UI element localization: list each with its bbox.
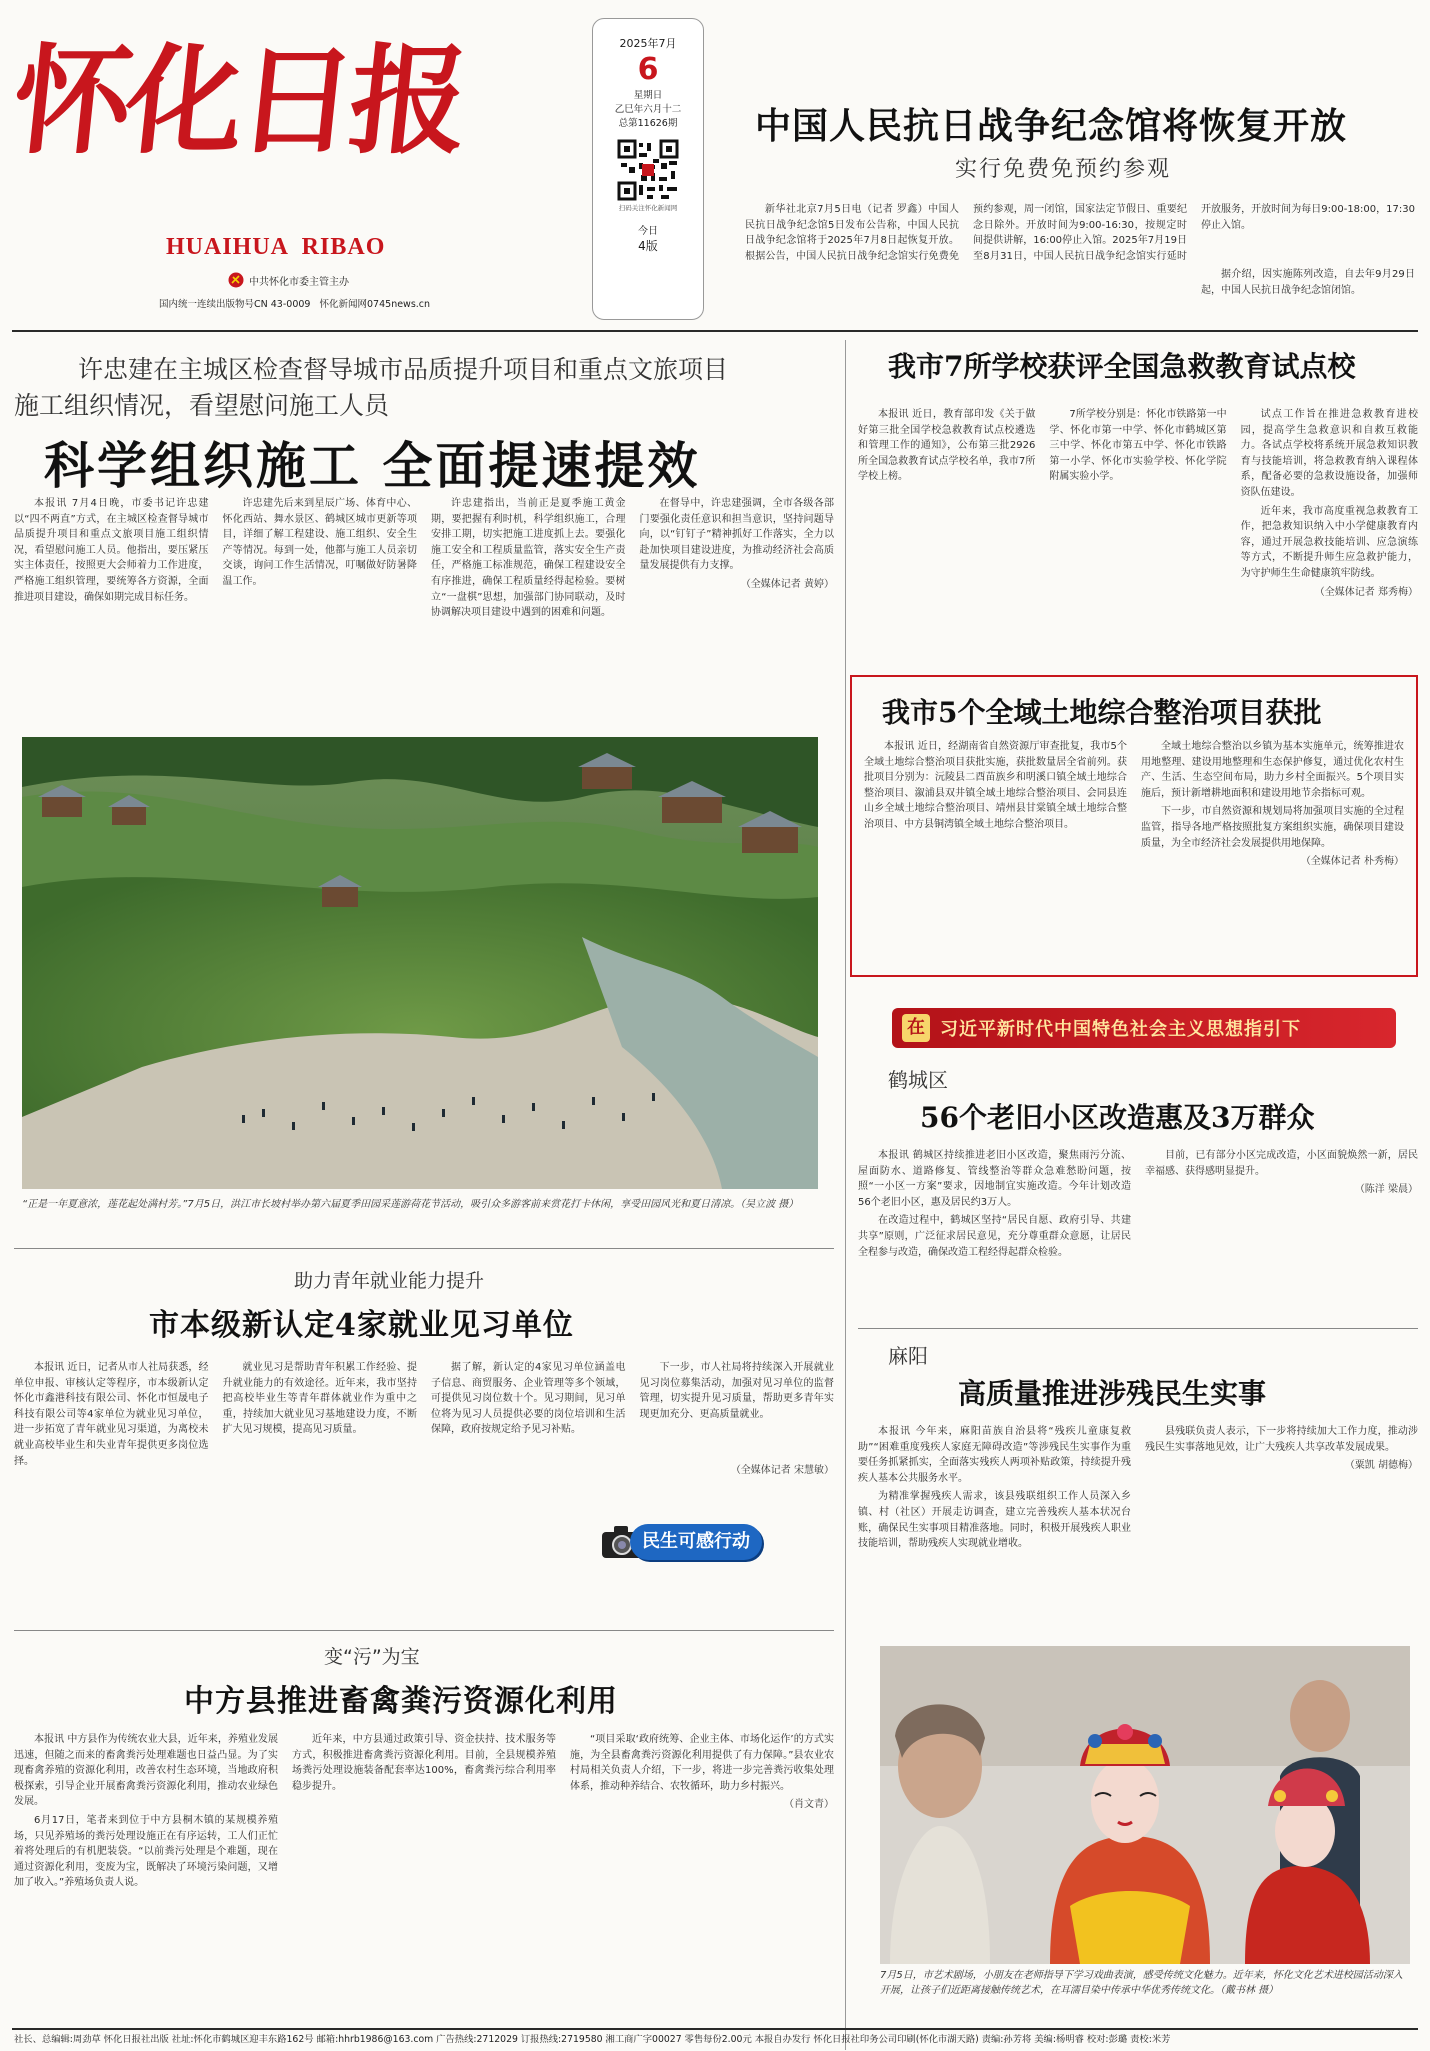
livestock-headline[interactable]: 中方县推进畜禽粪污资源化利用 (184, 1684, 618, 1719)
byline: （陈洋 梁晨） (1354, 1184, 1418, 1196)
column-divider (845, 340, 846, 2050)
paragraph: 7所学校分别是：怀化市铁路第一中学、怀化市第一中学、怀化市鹤城区第三中学、怀化市第五中学、怀化市铁路第一小学、怀化市实验学校、怀化学院附属实验小学。 (1049, 409, 1227, 483)
hecheng-section: 鹤城区 (888, 1068, 948, 1092)
footer-imprint: 社长、总编辑:周劲草 怀化日报社出版 社址:怀化市鹤城区迎丰东路162号 邮箱:hhrb1986@163.com 广告热线:2712029 订报热线:2719580 湘工商广字00027 零售每份2.00元 本报自办发行 怀化日报社印务公司印刷(怀化市湖天路) 责编:孙芳将 美编:杨明睿 校对:彭璐 责校:米芳 (14, 2034, 1171, 2045)
paragraph: 下一步，市人社局将持续深入开展就业见习岗位募集活动，加强对见习单位的监督管理，切实提升见习质量，帮助更多青年实现更加充分、更高质量就业。 (639, 1362, 834, 1420)
schools-headline[interactable]: 我市7所学校获评全国急救教育试点校 (888, 350, 1356, 383)
section-rule (14, 1630, 834, 1631)
construction-headline[interactable]: 科学组织施工 全面提速提效 (44, 436, 701, 495)
hecheng-body (858, 1148, 1418, 1326)
banner-seal: 在 (902, 1014, 930, 1042)
construction-body (14, 496, 834, 672)
employment-body (14, 1360, 834, 1618)
masthead-title: 怀化日报 (6, 31, 470, 170)
today-pages: 4版 (638, 239, 658, 253)
opera-children-image (880, 1646, 1410, 1964)
date-box (592, 18, 704, 320)
land-body (864, 739, 1404, 967)
livelihood-badge[interactable] (600, 1514, 796, 1570)
paragraph: 本报讯 近日，经湖南省自然资源厅审查批复，我市5个全域土地综合整治项目获批实施，获批数量居全省前列。获批项目分别为：沅陵县二酉苗族乡和明溪口镇全域土地综合整治项目、溆浦县双井镇全域土地综合整治项目、会同县连山乡全域土地综合整治项目、靖州县甘棠镇全域土地综合整治项目、中方县铜湾镇全域土地综合整治项目。 (864, 741, 1127, 830)
top-story-headline[interactable]: 中国人民抗日战争纪念馆将恢复开放 (755, 105, 1348, 147)
paragraph: 本报讯 7月4日晚，市委书记许忠建以“四不两直”方式，在主城区检查督导城市品质提升项目和重点文旅项目施工组织情况，看望慰问施工人员。他指出，要压紧压实主体责任，按照更大会师着力工作进度，严格施工组织管理，要统筹各方资源，全面推进项目建设，确保如期完成目标任务。 (14, 498, 209, 603)
hecheng-headline[interactable]: 56个老旧小区改造惠及3万群众 (920, 1101, 1315, 1134)
paragraph: 全域土地综合整治以乡镇为基本实施单元，统筹推进农用地整理、建设用地整理和生态保护修复，通过优化农村生产、生活、生态空间布局，助力乡村全面振兴。5个项目实施后，预计新增耕地面积和建设用地节余指标可观。 (1141, 741, 1404, 799)
day-number: 6 (637, 52, 659, 87)
livestock-body (14, 1732, 834, 2012)
construction-story (14, 338, 834, 678)
paragraph: 就业见习是帮助青年积累工作经验、提升就业能力的有效途径。近年来，我市坚持把高校毕业生等青年群体就业作为重中之重，持续加大就业见习基地建设力度，不断扩大见习规模，提高见习质量。 (222, 1362, 417, 1436)
thought-banner[interactable] (892, 1008, 1396, 1048)
schools-body (858, 407, 1418, 655)
opera-photo (880, 1646, 1410, 1964)
construction-kicker-line1: 许忠建在主城区检查督导城市品质提升项目和重点文旅项目 (78, 355, 729, 384)
mayang-section: 麻阳 (888, 1344, 928, 1368)
mayang-body (858, 1424, 1418, 1629)
qr-code[interactable] (617, 139, 679, 201)
lunar-date: 乙巳年六月十二 (614, 104, 682, 115)
qr-caption: 扫码关注怀化新闻网 (618, 204, 678, 212)
paragraph: 本报讯 近日，教育部印发《关于做好第三批全国学校急救教育试点校遴选和管理工作的通知》，公布第三批2926所全国急救教育试点学校名单，我市7所学校上榜。 (858, 409, 1036, 483)
pub-info (159, 296, 430, 310)
paragraph: 许忠建先后来到星辰广场、体育中心、怀化西站、舞水景区、鹤城区城市更新等项目，详细了解工程建设、施工组织、安全生产等情况。每到一处，他都与施工人员亲切交谈，询问工作生活情况，叮嘱做好防暑降温工作。 (222, 498, 417, 587)
section-rule (14, 1248, 834, 1249)
livestock-story (14, 1636, 834, 2021)
section-rule (858, 1328, 1418, 1329)
masthead-rule (12, 330, 1418, 332)
paragraph: 试点工作旨在推进急救教育进校园，提高学生急救意识和自救互救能力。各试点学校将系统开展急救知识教育与技能培训，将急救教育纳入课程体系，配备必要的急救设施设备，加强师资队伍建设。 (1240, 409, 1418, 498)
sponsor-line (228, 272, 349, 288)
land-story (850, 675, 1418, 977)
byline: （全媒体记者 郑秀梅） (1314, 586, 1418, 598)
top-story-body (745, 202, 1415, 300)
lotus-field-image (22, 737, 818, 1189)
schools-story (858, 345, 1418, 665)
masthead-pinyin: HUAIHUA RIBAO (166, 234, 386, 260)
footer-rule (12, 2028, 1418, 2030)
weekday: 星期日 (633, 90, 663, 101)
paragraph: 近年来，中方县通过政策引导、资金扶持、技术服务等方式，积极推进畜禽粪污资源化利用。目前，全县规模养殖场粪污处理设施装备配套率达100%，畜禽粪污综合利用率稳步提升。 (292, 1734, 556, 1792)
issue-total: 总第11626期 (618, 118, 678, 129)
lotus-photo-caption: “正是一年夏意浓，莲花起处满村芳。”7月5日，洪江市长坡村举办第六届夏季田园采莲游荷花节活动，吸引众多游客前来赏花打卡休闲，享受田园风光和夏日清凉。（吴立波 摄） (22, 1199, 799, 1210)
byline: （全媒体记者 宋慧敏） (730, 1465, 834, 1476)
paragraph: 下一步，市自然资源和规划局将加强项目实施的全过程监管，指导各地严格按照批复方案组织实施，确保项目建设质量，为全市经济社会发展提供用地保障。 (1141, 806, 1404, 849)
byline: （全媒体记者 朴秀梅） (1300, 856, 1404, 868)
banner-text: 习近平新时代中国特色社会主义思想指引下 (940, 1019, 1301, 1040)
badge-label: 民生可感行动 (630, 1524, 762, 1560)
paragraph: 目前，已有部分小区完成改造，小区面貌焕然一新，居民幸福感、获得感明显提升。 (1145, 1150, 1418, 1177)
paragraph: 在督导中，许忠建强调，全市各级各部门要强化责任意识和担当意识，坚持问题导向，以“钉钉子”精神抓好工作落实，全力以赴加快项目建设进度，为推动经济社会高质量发展提供有力支撑。 (639, 498, 834, 572)
employment-story (14, 1256, 834, 1626)
construction-kicker-line2: 施工组织情况，看望慰问施工人员 (14, 391, 390, 420)
top-story (745, 90, 1415, 320)
mayang-story (858, 1336, 1418, 1636)
party-emblem-icon (228, 272, 244, 288)
publication-number: 国内统一连续出版物号CN 43-0009 (159, 299, 311, 310)
byline: （粟凯 胡德梅） (1344, 1460, 1418, 1472)
employment-kicker: 助力青年就业能力提升 (294, 1270, 485, 1292)
paragraph: 据了解，新认定的4家见习单位涵盖电子信息、商贸服务、企业管理等多个领域，可提供见习岗位数十个。见习期间，见习单位将为见习人员提供必要的岗位培训和生活保障，政府按规定给予见习补贴。 (431, 1362, 626, 1436)
paragraph: 6月17日，笔者来到位于中方县桐木镇的某规模养殖场，只见养殖场的粪污处理设施正在有序运转，工人们正忙着将处理后的有机肥装袋。“以前粪污处理是个难题，现在通过资源化利用，变废为宝，既解决了环境污染问题，又增加了收入。”养殖场负责人说。 (14, 1814, 278, 1889)
paragraph: 本报讯 鹤城区持续推进老旧小区改造，聚焦雨污分流、屋面防水、道路修复、管线整治等群众急难愁盼问题，按照“一小区一方案”要求，因地制宜实施改造。今年计划改造56个老旧小区，惠及居民约3万人。 (858, 1150, 1131, 1208)
hecheng-story (858, 1058, 1418, 1328)
masthead (6, 16, 574, 316)
mayang-headline[interactable]: 高质量推进涉残民生实事 (958, 1377, 1267, 1410)
opera-photo-caption: 7月5日，市艺术剧场，小朋友在老师指导下学习戏曲表演，感受传统文化魅力。近年来，怀化文化艺术进校园活动深入开展，让孩子们近距离接触传统艺术，在耳濡目染中传承中华优秀传统文化。（戴书林 摄） (880, 1970, 1403, 1996)
website: 怀化新闻网0745news.cn (319, 299, 431, 310)
land-headline[interactable]: 我市5个全域土地综合整治项目获批 (882, 696, 1322, 729)
paragraph: “项目采取‘政府统筹、企业主体、市场化运作’的方式实施，为全县畜禽粪污资源化利用提供了有力保障。”县农业农村局相关负责人介绍，下一步，将进一步完善粪污收集处理体系，推动种养结合、农牧循环，助力乡村振兴。 (570, 1734, 834, 1792)
top-story-subhead: 实行免费免预约参观 (955, 157, 1172, 182)
paragraph: 新华社北京7月5日电（记者 罗鑫）中国人民抗日战争纪念馆5日发布公告称，中国人民抗日战争纪念馆将于2025年7月8日起恢复开放。根据公告，中国人民抗日战争纪念馆实行免费免预约参观，周一闭馆，国家法定节假日、重要纪念日除外。开放时间为9:00-16:30，按规定时间提供讲解，16:00停止入馆。2025年7月19日至8月31日，中国人民抗日战争纪念馆实行延时开放服务，开放时间为每日9:00-18:00，17:30停止入馆。 (745, 204, 1415, 262)
paragraph: 为精准掌握残疾人需求，该县残联组织工作人员深入乡镇、村（社区）开展走访调查，建立完善残疾人基本状况台账，确保民生实事项目精准落地。同时，积极开展残疾人职业技能培训，帮助残疾人实现就业增收。 (858, 1491, 1131, 1550)
paragraph: 本报讯 今年来，麻阳苗族自治县将“残疾儿童康复救助”“困难重度残疾人家庭无障碍改造”等涉残民生实事作为重要任务抓紧抓实，全面落实残疾人两项补贴政策，持续提升残疾人基本公共服务水平。 (858, 1426, 1131, 1484)
employment-headline[interactable]: 市本级新认定4家就业见习单位 (149, 1308, 574, 1343)
paragraph: 据介绍，因实施陈列改造，自去年9月29日起，中国人民抗日战争纪念馆闭馆。 (1201, 269, 1415, 296)
livestock-kicker: 变“污”为宝 (324, 1646, 420, 1668)
byline: （全媒体记者 黄婷） (740, 578, 834, 590)
paragraph: 本报讯 中方县作为传统农业大县，近年来，养殖业发展迅速，但随之而来的畜禽粪污处理难题也日益凸显。为了实现畜禽养殖的资源化利用，改善农村生态环境，当地政府积极探索，引导企业开展畜禽粪污资源化利用，推动农业绿色发展。 (14, 1734, 278, 1808)
sponsor-text: 中共怀化市委主管主办 (249, 276, 349, 288)
lotus-village-photo (22, 737, 818, 1189)
paragraph: 在改造过程中，鹤城区坚持“居民自愿、政府引导、共建共享”原则，广泛征求居民意见，充分尊重群众意愿，让居民全程参与改造，确保改造工程经得起群众检验。 (858, 1215, 1131, 1258)
today-label: 今日 (638, 226, 658, 237)
paragraph: 近年来，我市高度重视急救教育工作，把急救知识纳入中小学健康教育内容，通过开展急救技能培训、应急演练等方式，不断提升师生应急救护能力，为守护师生生命健康筑牢防线。 (1240, 505, 1418, 579)
paragraph: 本报讯 近日，记者从市人社局获悉，经单位申报、审核认定等程序，市本级新认定怀化市鑫港科技有限公司、怀化市恒晟电子科技有限公司等4家单位为就业见习单位，进一步拓宽了青年就业见习渠道，为离校未就业高校毕业生和失业青年提供更多岗位选择。 (14, 1362, 209, 1467)
paragraph: 许忠建指出，当前正是夏季施工黄金期，要把握有利时机，科学组织施工，合理安排工期，切实把施工进度抓上去。要强化施工安全和工程质量监管，落实安全生产责任，严格施工标准规范，确保工程建设安全有序推进，确保工程质量经得起检验。要树立“一盘棋”思想，加强部门协同联动，及时协调解决项目建设中遇到的困难和问题。 (431, 498, 626, 619)
year-month: 2025年7月 (619, 37, 677, 50)
paragraph: 县残联负责人表示，下一步将持续加大工作力度，推动涉残民生实事落地见效，让广大残疾人共享改革发展成果。 (1145, 1426, 1418, 1453)
byline: （肖文青） (784, 1799, 834, 1811)
